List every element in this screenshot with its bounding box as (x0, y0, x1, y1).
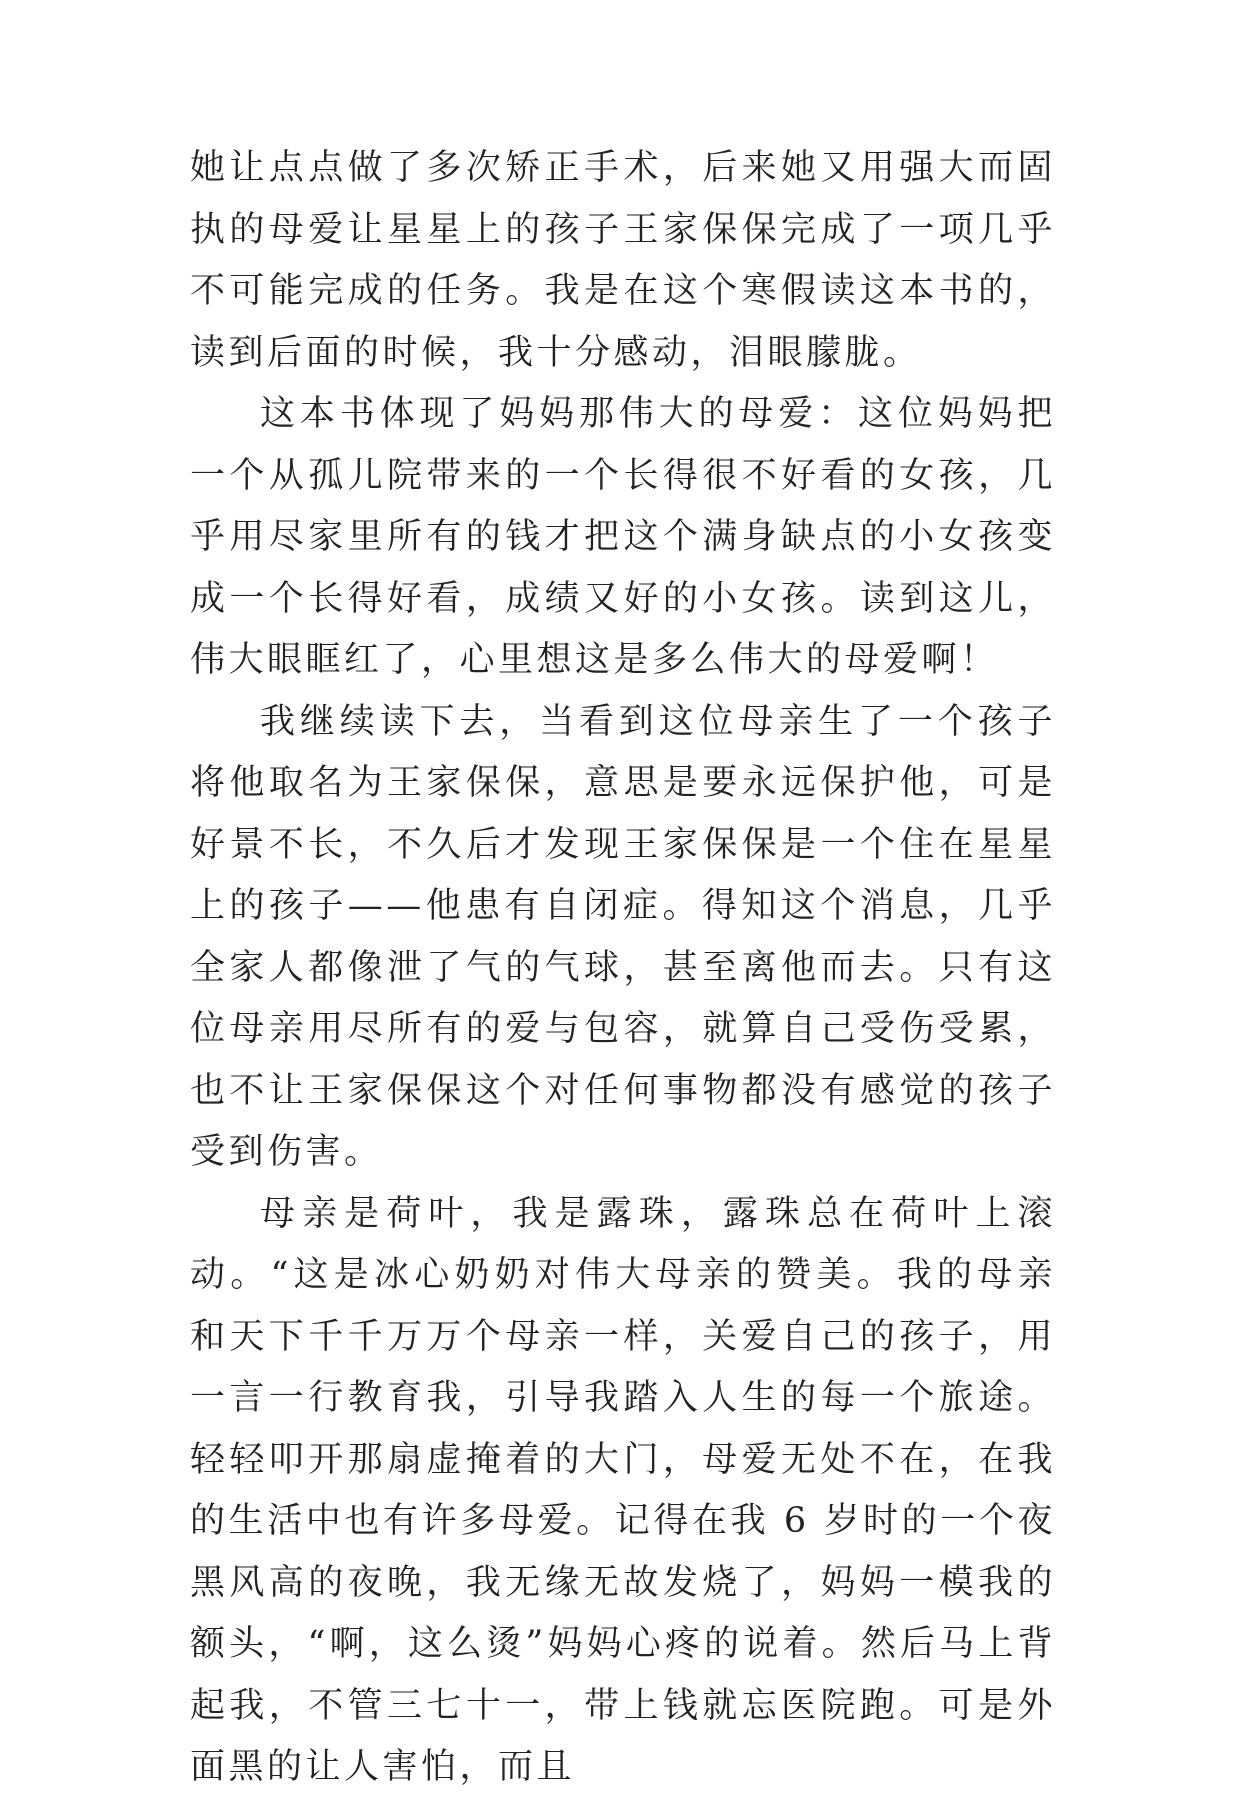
paragraph-3: 我继续读下去，当看到这位母亲生了一个孩子将他取名为王家保保，意思是要永远保护他，可是好景不长，不久后才发现王家保保是一个住在星星上的孩子——他患有自闭症。得知这个消息，几乎全家人都像泄了气的气球，甚至离他而去。只有这位母亲用尽所有的爱与包容，就算自己受伤受累，也不让王家保保这个对任何事物都没有感觉的孩子受到伤害。 (190, 701, 1056, 1172)
document-page (190, 138, 1056, 1799)
paragraph-4: 母亲是荷叶，我是露珠，露珠总在荷叶上滚动。“这是冰心奶奶对伟大母亲的赞美。我的母亲和天下千千万万个母亲一样，关爱自己的孩子，用一言一行教育我，引导我踏入人生的每一个旅途。轻轻叩开那扇虚掩着的大门，母爱无处不在，在我的生活中也有许多母爱。记得在我 6 岁时的一个夜黑风高的夜晚，我无缘无故发烧了，妈妈一模我的额头，“啊，这么烫”妈妈心疼的说着。然后马上背起我，不管三七十一，带上钱就忘医院跑。可是外面黑的让人害怕，而且 (190, 1193, 1056, 1787)
paragraph-1: 她让点点做了多次矫正手术，后来她又用强大而固执的母爱让星星上的孩子王家保保完成了一项几乎不可能完成的任务。我是在这个寒假读这本书的，读到后面的时候，我十分感动，泪眼朦胧。 (190, 148, 1056, 373)
paragraph-2: 这本书体现了妈妈那伟大的母爱：这位妈妈把一个从孤儿院带来的一个长得很不好看的女孩，几乎用尽家里所有的钱才把这个满身缺点的小女孩变成一个长得好看，成绩又好的小女孩。读到这儿，伟大眼眶红了，心里想这是多么伟大的母爱啊！ (190, 394, 1056, 680)
